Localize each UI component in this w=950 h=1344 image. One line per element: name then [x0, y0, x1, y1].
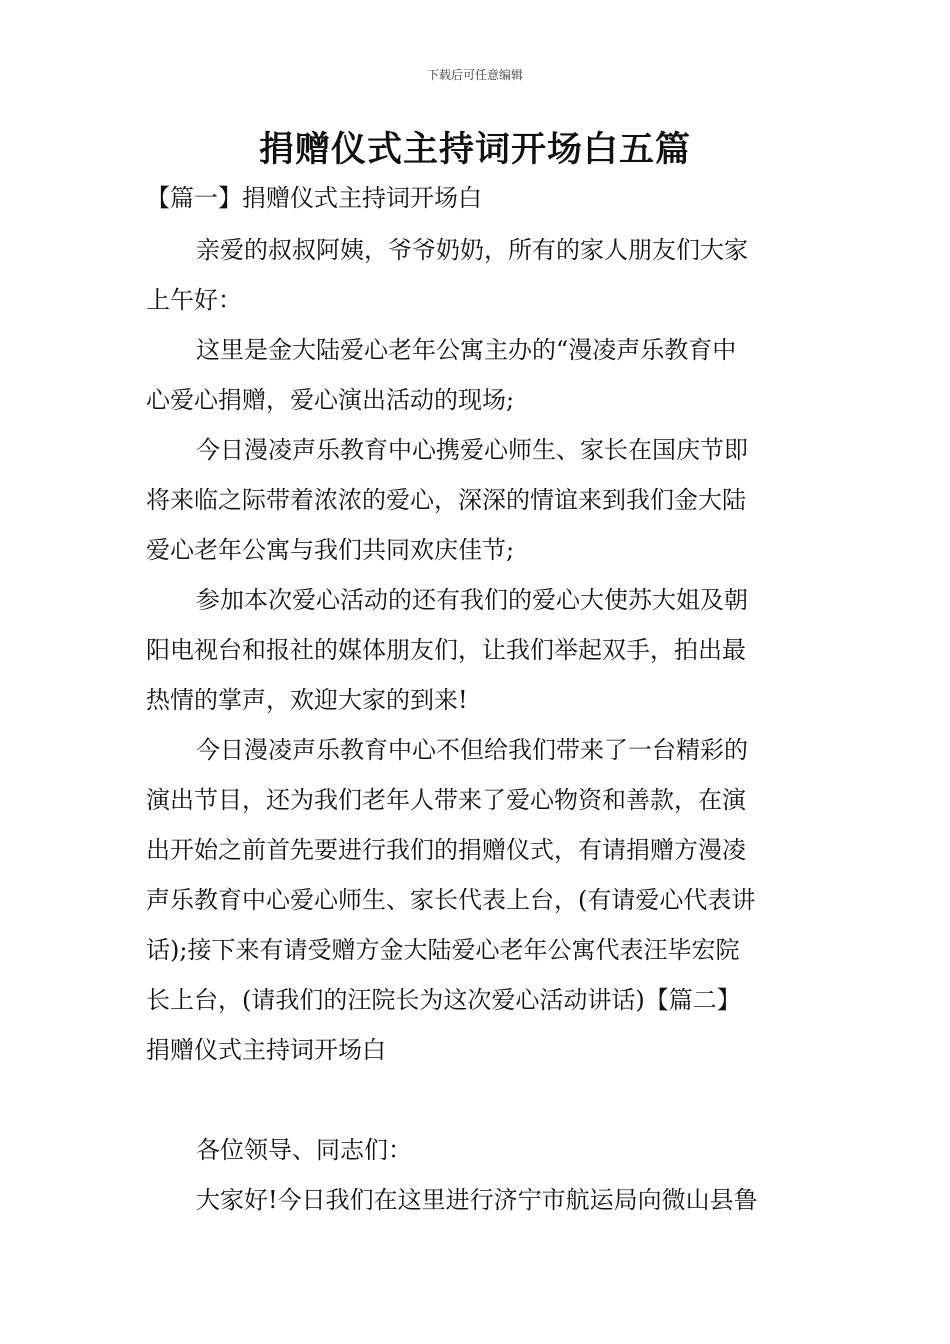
paragraph-line: 将来临之际带着浓浓的爱心，深深的情谊来到我们金大陆: [146, 486, 746, 514]
paragraph-line: 热情的掌声，欢迎大家的到来!: [146, 686, 468, 714]
section-heading-1: 【篇一】捐赠仪式主持词开场白: [146, 184, 482, 212]
paragraph-line: 话);接下来有请受赠方金大陆爱心老年公寓代表汪毕宏院: [146, 936, 740, 964]
paragraph-line: 今日漫凌声乐教育中心携爱心师生、家长在国庆节即: [196, 436, 748, 464]
paragraph-line: 亲爱的叔叔阿姨，爷爷奶奶，所有的家人朋友们大家: [196, 236, 748, 264]
paragraph-line: 各位领导、同志们：: [196, 1136, 412, 1164]
paragraph-line: 上午好：: [146, 286, 242, 314]
paragraph-line: 爱心老年公寓与我们共同欢庆佳节;: [146, 536, 515, 564]
paragraph-line: 长上台，(请我们的汪院长为这次爱心活动讲话)【篇二】: [146, 986, 741, 1014]
paragraph-line: 阳电视台和报社的媒体朋友们，让我们举起双手，拍出最: [146, 636, 746, 664]
paragraph-line: 捐赠仪式主持词开场白: [146, 1036, 386, 1064]
document-title: 捐赠仪式主持词开场白五篇: [258, 130, 691, 170]
paragraph-line: 演出节目，还为我们老年人带来了爱心物资和善款，在演: [146, 786, 746, 814]
paragraph-line: 大家好!今日我们在这里进行济宁市航运局向微山县鲁: [196, 1186, 758, 1214]
paragraph-line: 心爱心捐赠，爱心演出活动的现场;: [146, 386, 515, 414]
paragraph-line: 参加本次爱心活动的还有我们的爱心大使苏大姐及朝: [196, 586, 748, 614]
paragraph-line: 声乐教育中心爱心师生、家长代表上台，(有请爱心代表讲: [146, 886, 756, 914]
paragraph-line: 出开始之前首先要进行我们的捐赠仪式，有请捐赠方漫凌: [146, 836, 746, 864]
paragraph-line: 今日漫凌声乐教育中心不但给我们带来了一台精彩的: [196, 736, 748, 764]
paragraph-line: 这里是金大陆爱心老年公寓主办的“漫凌声乐教育中: [196, 336, 737, 364]
page-header-note: 下载后可任意编辑: [426, 68, 523, 82]
